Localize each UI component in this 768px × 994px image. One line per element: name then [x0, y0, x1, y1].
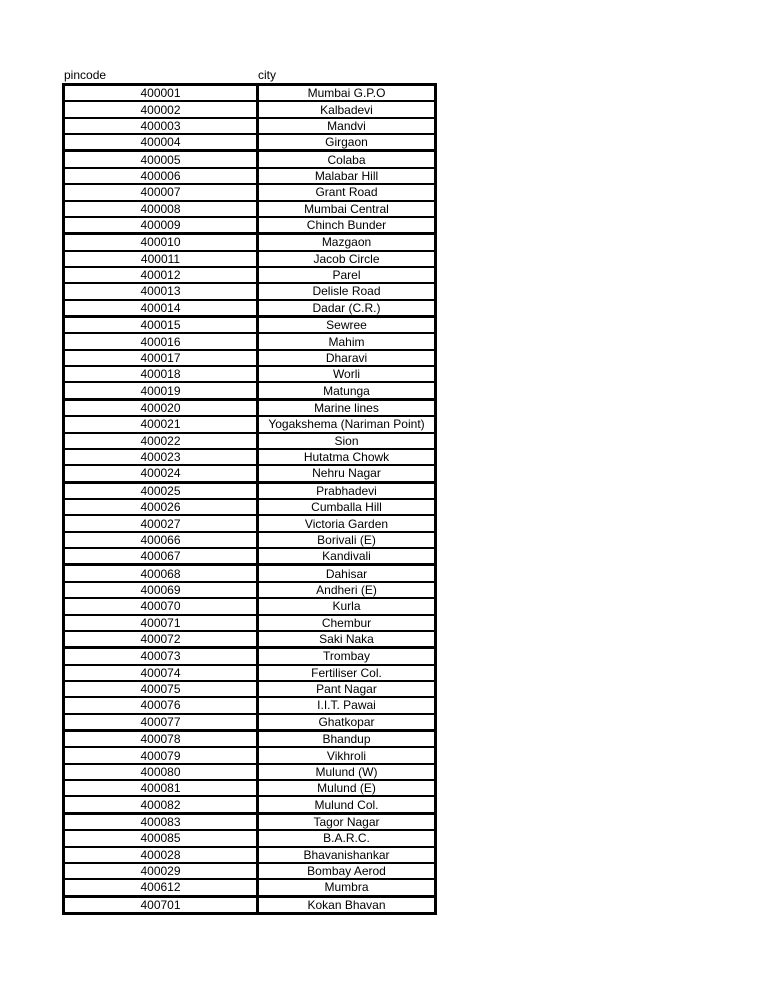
table-row	[65, 864, 434, 880]
city-cell: Mulund (E)	[317, 781, 376, 796]
city-cell: Delisle Road	[312, 284, 381, 299]
pincode-cell: 400015	[65, 318, 259, 332]
table-row	[65, 484, 434, 500]
city-cell: Mumbai Central	[304, 201, 389, 216]
table-row	[65, 666, 434, 682]
city-cell: Chembur	[321, 615, 372, 630]
city-cell: Kalbadevi	[320, 102, 373, 117]
pincode-cell: 400071	[65, 616, 259, 630]
pincode-cell: 400073	[65, 649, 259, 663]
column-headers	[62, 66, 437, 83]
table-row	[65, 383, 434, 400]
pincode-cell: 400081	[65, 781, 259, 795]
pincode-cell: 400018	[65, 367, 259, 381]
pincode-cell: 400002	[65, 102, 259, 116]
city-cell: Bombay Aerod	[307, 864, 386, 879]
city-cell: Sion	[334, 433, 359, 448]
pincode-cell: 400085	[65, 831, 259, 845]
city-cell: Tagor Nagar	[313, 814, 380, 829]
city-cell: Fertiliser Col.	[311, 665, 382, 680]
pincode-cell: 400016	[65, 334, 259, 348]
pincode-cell: 400083	[65, 815, 259, 829]
city-cell: Yogakshema (Nariman Point)	[268, 417, 425, 432]
pincode-cell: 400069	[65, 583, 259, 597]
city-cell: Chinch Bunder	[306, 218, 387, 233]
table-row	[65, 102, 434, 118]
pincode-cell: 400020	[65, 401, 259, 415]
table-row	[65, 831, 434, 847]
city-cell: Mulund Col.	[314, 797, 379, 812]
table-row	[65, 566, 434, 582]
column-header-city: city	[258, 68, 276, 82]
table-row	[65, 797, 434, 814]
table-row	[65, 268, 434, 284]
city-cell: Malabar Hill	[314, 168, 379, 183]
table-row	[65, 169, 434, 185]
city-cell: Kandivali	[322, 549, 371, 564]
table-row	[65, 500, 434, 516]
table-row	[65, 848, 434, 864]
city-cell: Cumballa Hill	[311, 500, 382, 515]
table-row	[65, 732, 434, 748]
city-cell: Mandvi	[327, 118, 366, 133]
city-cell: Ghatkopar	[318, 714, 375, 729]
city-cell: Parel	[332, 268, 361, 283]
table-row	[65, 152, 434, 168]
pincode-cell: 400009	[65, 218, 259, 232]
pincode-cell: 400026	[65, 500, 259, 514]
table-row	[65, 748, 434, 764]
pincode-cell: 400701	[65, 898, 259, 912]
pincode-cell: 400072	[65, 632, 259, 646]
pincode-cell: 400003	[65, 119, 259, 133]
city-cell: Pant Nagar	[316, 682, 377, 697]
city-cell: Matunga	[323, 383, 370, 398]
city-cell: Mulund (W)	[315, 764, 378, 779]
table-row	[65, 235, 434, 251]
table-row	[65, 351, 434, 367]
pincode-cell: 400082	[65, 797, 259, 811]
pincode-cell: 400025	[65, 484, 259, 498]
table-row	[65, 549, 434, 566]
city-cell: Colaba	[327, 152, 366, 167]
city-cell: Bhavanishankar	[303, 847, 390, 862]
table-row	[65, 599, 434, 615]
pincode-cell: 400012	[65, 268, 259, 282]
table-row	[65, 466, 434, 483]
city-cell: Dadar (C.R.)	[312, 300, 381, 315]
city-cell: Dahisar	[325, 566, 368, 581]
city-cell: Mumbra	[324, 880, 369, 895]
table-row	[65, 880, 434, 897]
pincode-cell: 400070	[65, 599, 259, 613]
table-row	[65, 616, 434, 632]
table-row	[65, 135, 434, 152]
table-row	[65, 218, 434, 235]
table-row	[65, 367, 434, 383]
city-cell: Kurla	[332, 599, 361, 614]
city-cell: Prabhadevi	[316, 483, 377, 498]
pincode-table-section	[62, 66, 437, 915]
pincode-cell: 400029	[65, 864, 259, 878]
pincode-cell: 400076	[65, 698, 259, 712]
table-row	[65, 318, 434, 334]
city-cell: Hutatma Chowk	[303, 450, 390, 465]
pincode-cell: 400017	[65, 351, 259, 365]
pincode-cell: 400078	[65, 732, 259, 746]
pincode-cell: 400067	[65, 549, 259, 563]
table-row	[65, 334, 434, 350]
table-row	[65, 533, 434, 549]
table-row	[65, 715, 434, 732]
table-row	[65, 698, 434, 714]
pincode-cell: 400612	[65, 880, 259, 894]
pincode-cell: 400075	[65, 682, 259, 696]
table-row	[65, 583, 434, 599]
pincode-cell: 400004	[65, 135, 259, 149]
city-cell: Victoria Garden	[304, 516, 389, 531]
pincode-cell: 400027	[65, 516, 259, 530]
city-cell: Nehru Nagar	[312, 466, 381, 481]
table-row	[65, 202, 434, 218]
pincode-cell: 400080	[65, 765, 259, 779]
city-cell: Mumbai G.P.O	[307, 86, 386, 101]
pincode-cell: 400077	[65, 715, 259, 729]
city-cell: Vikhroli	[326, 748, 367, 763]
city-cell: B.A.R.C.	[323, 831, 370, 846]
pincode-cell: 400006	[65, 169, 259, 183]
pincode-cell: 400007	[65, 185, 259, 199]
city-cell: Bhandup	[322, 732, 371, 747]
city-cell: Dharavi	[325, 350, 368, 365]
pincode-cell: 400079	[65, 748, 259, 762]
pincode-cell: 400011	[65, 252, 259, 266]
pincode-cell: 400024	[65, 466, 259, 480]
city-cell: Jacob Circle	[313, 251, 380, 266]
city-cell: Girgaon	[325, 135, 368, 150]
table-row	[65, 284, 434, 300]
table-row	[65, 185, 434, 201]
city-cell: Mazgaon	[321, 235, 372, 250]
city-cell: Andheri (E)	[316, 582, 377, 597]
table-row	[65, 434, 434, 450]
city-cell: Mahim	[328, 334, 365, 349]
table-row	[65, 682, 434, 698]
table-row	[65, 781, 434, 797]
pincode-cell: 400023	[65, 450, 259, 464]
pincode-cell: 400028	[65, 848, 259, 862]
pincode-cell: 400021	[65, 417, 259, 431]
pincode-cell: 400005	[65, 152, 259, 166]
pincode-cell: 400019	[65, 383, 259, 397]
table-row	[65, 401, 434, 417]
pincode-cell: 400068	[65, 566, 259, 580]
city-cell: Sewree	[326, 318, 367, 333]
pincode-cell: 400066	[65, 533, 259, 547]
table-row	[65, 301, 434, 318]
column-header-pincode: pincode	[64, 68, 107, 82]
pincode-cell: 400022	[65, 434, 259, 448]
pincode-cell: 400074	[65, 666, 259, 680]
pincode-cell: 400014	[65, 301, 259, 315]
pincode-city-table	[62, 83, 437, 915]
table-row	[65, 765, 434, 781]
table-row	[65, 252, 434, 268]
city-cell: Trombay	[323, 649, 370, 664]
table-row	[65, 898, 434, 912]
city-cell: Worli	[332, 367, 361, 382]
table-row	[65, 649, 434, 665]
table-row	[65, 86, 434, 102]
city-cell: Borivali (E)	[317, 532, 376, 547]
city-cell: I.I.T. Pawai	[317, 698, 376, 713]
pincode-cell: 400001	[65, 86, 259, 100]
city-cell: Grant Road	[315, 185, 378, 200]
table-row	[65, 417, 434, 433]
table-row	[65, 815, 434, 831]
table-row	[65, 632, 434, 649]
pincode-cell: 400008	[65, 202, 259, 216]
city-cell: Marine lines	[314, 401, 379, 415]
city-cell: Saki Naka	[319, 632, 374, 647]
pincode-cell: 400010	[65, 235, 259, 249]
pincode-cell: 400013	[65, 284, 259, 298]
city-cell: Kokan Bhavan	[307, 897, 386, 912]
table-row	[65, 450, 434, 466]
table-row	[65, 516, 434, 532]
table-row	[65, 119, 434, 135]
